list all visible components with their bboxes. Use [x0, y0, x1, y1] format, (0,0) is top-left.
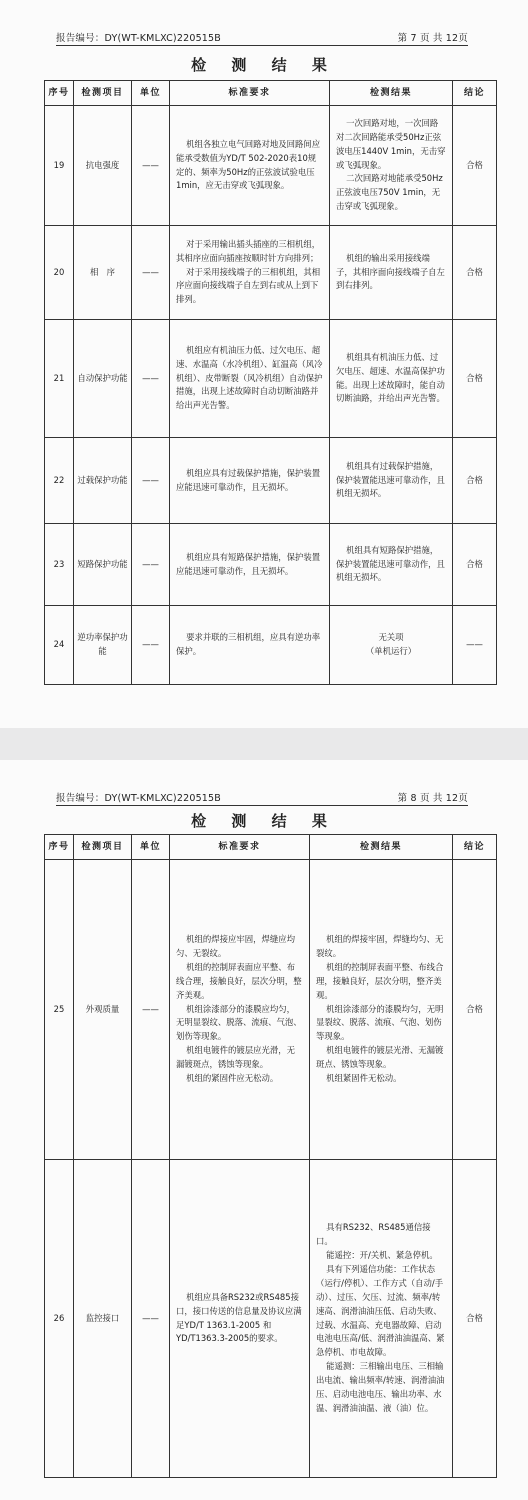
requirement-cell: [170, 606, 330, 685]
result-cell-paragraph: 机组的焊接牢固，焊缝均匀、无裂纹。: [316, 934, 444, 959]
result-cell: [310, 860, 453, 1160]
unit-cell: ——: [132, 320, 170, 438]
result-cell-paragraph: 机组的输出采用接线端子，其相序面向接线端子自左到右排列。: [336, 252, 445, 291]
header-no: 序号: [45, 81, 74, 106]
header-conclusion: 结论: [453, 835, 497, 860]
requirement-cell-paragraph: 机组的焊接应牢固，焊缝应均匀、无裂纹。: [176, 934, 295, 959]
row-number: 25: [45, 860, 74, 1160]
header-conclusion: 结论: [453, 81, 497, 106]
test-item: 监控接口: [74, 1160, 132, 1478]
table-row: [45, 1160, 497, 1478]
result-cell-paragraph: 机组具有短路保护措施，保护装置能迅速可靠动作，且机组无损坏。: [336, 544, 445, 583]
unit-cell: ——: [132, 1160, 170, 1478]
test-item: 过载保护功能: [74, 438, 132, 524]
table-row: [45, 524, 497, 606]
result-cell-paragraph: 无关项: [378, 632, 404, 643]
row-number: 21: [45, 320, 74, 438]
requirement-cell: [170, 438, 330, 524]
header-item: 检测项目: [74, 835, 132, 860]
test-item: 抗电强度: [74, 106, 132, 226]
header-requirement: 标准要求: [170, 81, 330, 106]
table-header-row: [45, 835, 497, 860]
table-row: [45, 860, 497, 1160]
requirement-cell: [170, 106, 330, 226]
results-table: [44, 80, 497, 685]
requirement-cell-paragraph: 机组应具备RS232或RS485接口，接口传送的信息量及协议应满足YD/T 1363.1-2005 和 YD/T1363.3-2005的要求。: [176, 1291, 302, 1344]
requirement-cell-paragraph: 机组涂漆部分的漆膜应均匀，无明显裂纹、脱落、流痕、气泡、划伤等现象。: [176, 1003, 302, 1042]
requirement-cell: [170, 1160, 310, 1478]
conclusion-cell: ——: [453, 606, 497, 685]
requirement-cell-paragraph: 机组电镀件的镀层应光滑，无漏镀斑点，锈蚀等现象。: [176, 1045, 295, 1069]
report-number: 报告编号：DY(WT-KMLXC)220515B: [56, 793, 222, 804]
table-row: [45, 106, 497, 226]
requirement-cell: [170, 524, 330, 606]
requirement-cell-paragraph: 要求并联的三相机组，应具有逆功率保护。: [176, 632, 321, 656]
conclusion-cell: 合格: [453, 1160, 497, 1478]
result-cell-paragraph: 具有RS232、RS485通信接口。: [316, 1222, 431, 1247]
table-row: [45, 226, 497, 320]
test-item: 逆功率保护功能: [74, 606, 132, 685]
result-cell-paragraph: 机组电镀件的镀层光滑、无漏镀斑点、锈蚀等现象。: [316, 1045, 444, 1069]
result-cell-paragraph: 机组涂漆部分的漆膜均匀，无明显裂纹、脱落、流痕、气泡、划伤等现象。: [316, 1003, 444, 1042]
conclusion-cell: 合格: [453, 320, 497, 438]
result-cell-paragraph: 能遥测：三相输出电压、三相输出电流、输出频率/转速、润滑油油压、启动电池电压、输出功率、水温、润滑油油温、液（油）位。: [316, 1361, 445, 1413]
header-requirement: 标准要求: [170, 835, 310, 860]
result-cell-paragraph: 二次回路对地能承受50Hz正弦波电压750V 1min，无击穿或飞弧现象。: [336, 173, 443, 212]
row-number: 20: [45, 226, 74, 320]
page-header: [56, 786, 468, 806]
report-page-7: [0, 0, 528, 728]
table-row: [45, 606, 497, 685]
header-no: 序号: [45, 835, 74, 860]
result-cell: [330, 226, 453, 320]
requirement-cell-paragraph: 对于采用接线端子的三相机组，其相序应面向接线端子自左到右或从上到下排列。: [176, 266, 321, 305]
result-cell: [330, 524, 453, 606]
result-cell-paragraph: 机组具有机油压力低、过欠电压、超速、水温高保护功能。出现上述故障时，能自动切断油路，并给出声光告警。: [336, 351, 445, 404]
report-page-8: [0, 760, 528, 1500]
page-title: 检 测 结 果: [191, 812, 337, 830]
requirement-cell-paragraph: 机组各独立电气回路对地及回路间应能承受数值为YD/T 502-2020表10规定的、频率为50Hz的正弦波试验电压1min，应无击穿或飞弧现象。: [176, 138, 321, 191]
requirement-cell-paragraph: 机组应具有过载保护措施，保护装置应能迅速可靠动作，且无损坏。: [176, 467, 321, 492]
row-number: 19: [45, 106, 74, 226]
conclusion-cell: 合格: [453, 438, 497, 524]
test-item: 自动保护功能: [74, 320, 132, 438]
unit-cell: ——: [132, 524, 170, 606]
result-cell: [330, 438, 453, 524]
result-cell: [310, 1160, 453, 1478]
test-item: 短路保护功能: [74, 524, 132, 606]
table-row: [45, 438, 497, 524]
conclusion-cell: 合格: [453, 524, 497, 606]
header-rule: [56, 805, 468, 806]
header-unit: 单位: [132, 835, 170, 860]
unit-cell: ——: [132, 860, 170, 1160]
page-number: 第 8 页 共 12页: [397, 793, 468, 804]
table-header-row: [45, 81, 497, 106]
results-table: [44, 834, 497, 1478]
result-cell: [330, 320, 453, 438]
table-row: [45, 320, 497, 438]
result-cell: [330, 106, 453, 226]
result-cell-paragraph: 能遥控：开/关机、紧急停机。: [326, 1250, 438, 1261]
requirement-cell-paragraph: 对于采用输出插头插座的三相机组，其相序应面向插座按顺时针方向排列；: [176, 238, 321, 263]
page-number: 第 7 页 共 12页: [397, 33, 468, 44]
report-number: 报告编号：DY(WT-KMLXC)220515B: [56, 33, 222, 44]
requirement-cell-paragraph: 机组应具有短路保护措施，保护装置应能迅速可靠动作，且无损坏。: [176, 551, 321, 576]
requirement-cell: [170, 320, 330, 438]
unit-cell: ——: [132, 106, 170, 226]
result-cell-paragraph: （单机运行）: [365, 646, 417, 656]
row-number: 24: [45, 606, 74, 685]
row-number: 22: [45, 438, 74, 524]
requirement-cell-paragraph: 机组应有机油压力低、过欠电压、超速、水温高（水冷机组）、缸温高（风冷机组）、皮带断裂（风冷机组）自动保护措施，出现上述故障时自动切断油路并给出声光告警。: [176, 344, 323, 411]
header-rule: [56, 45, 468, 46]
test-item: 相 序: [74, 226, 132, 320]
header-unit: 单位: [132, 81, 170, 106]
header-result: 检测结果: [330, 81, 453, 106]
conclusion-cell: 合格: [453, 106, 497, 226]
requirement-cell-paragraph: 机组的控制屏表面应平整、布线合理，接触良好，层次分明，整齐美观。: [176, 961, 302, 1000]
requirement-cell-paragraph: 机组的紧固件应无松动。: [186, 1072, 279, 1083]
row-number: 26: [45, 1160, 74, 1478]
page-header: [56, 26, 468, 46]
result-cell: [330, 606, 453, 685]
conclusion-cell: 合格: [453, 226, 497, 320]
requirement-cell: [170, 860, 310, 1160]
unit-cell: ——: [132, 226, 170, 320]
result-cell-paragraph: 机组具有过载保护措施，保护装置能迅速可靠动作，且机组无损坏。: [336, 460, 445, 499]
result-cell-paragraph: 具有下列遥信功能：工作状态（运行/停机）、工作方式（自动/手动）、过压、欠压、过流、频率/转速高、润滑油油压低、启动失败、过载、水温高、充电器故障、启动电池电压高/低、润滑油油温高、紧急停机、市电故障。: [316, 1264, 445, 1358]
unit-cell: ——: [132, 606, 170, 685]
page-title: 检 测 结 果: [191, 56, 337, 74]
test-item: 外观质量: [74, 860, 132, 1160]
result-cell-paragraph: 机组紧固件无松动。: [326, 1072, 402, 1083]
header-result: 检测结果: [310, 835, 453, 860]
header-item: 检测项目: [74, 81, 132, 106]
row-number: 23: [45, 524, 74, 606]
result-cell-paragraph: 机组的控制屏表面平整、布线合理，接触良好，层次分明，整齐美观。: [316, 961, 444, 1000]
requirement-cell: [170, 226, 330, 320]
result-cell-paragraph: 一次回路对地，一次回路对二次回路能承受50Hz正弦波电压1440V 1min，无击穿或飞弧现象。: [336, 117, 446, 170]
conclusion-cell: 合格: [453, 860, 497, 1160]
unit-cell: ——: [132, 438, 170, 524]
